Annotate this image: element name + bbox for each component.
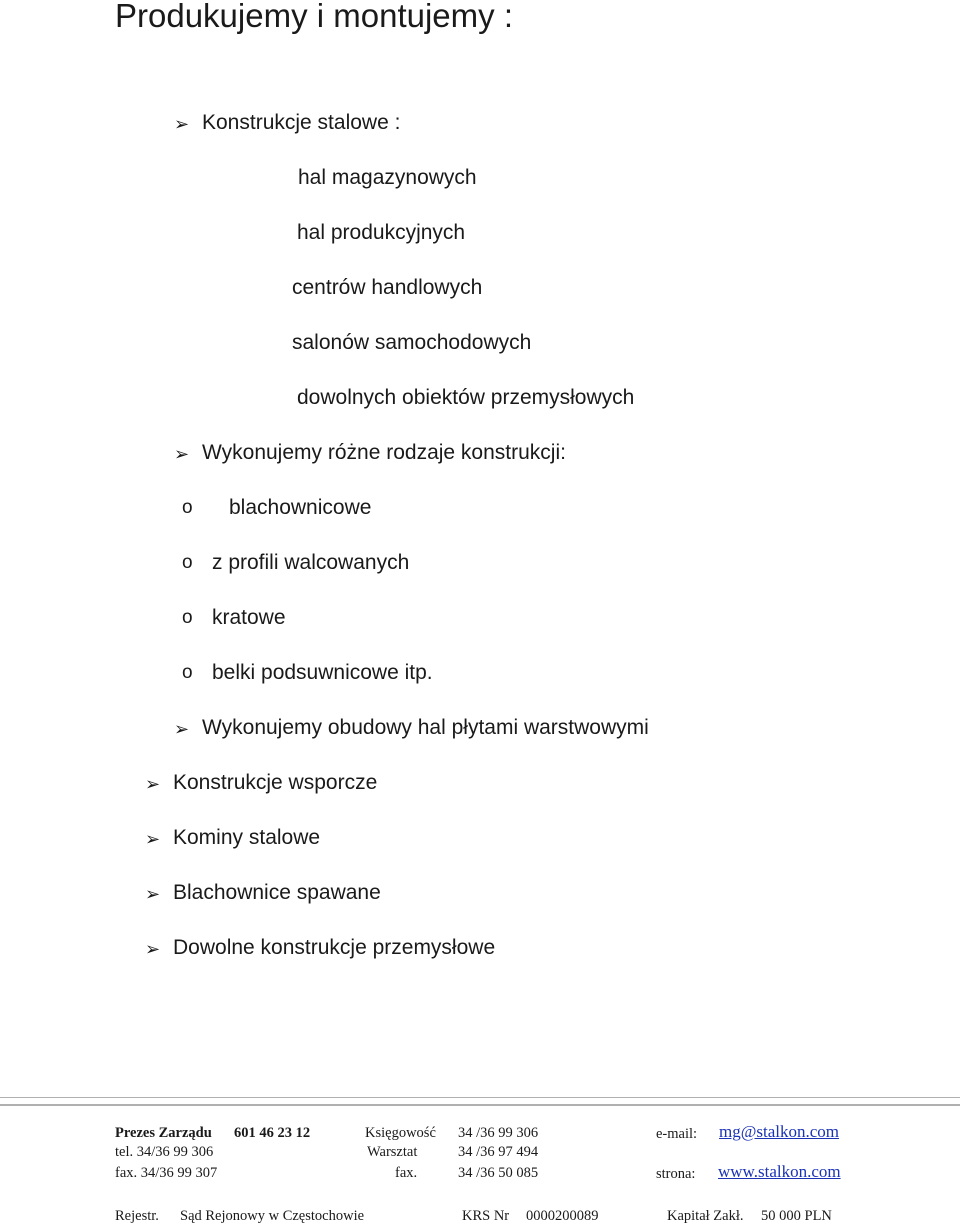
list-item: dowolnych obiektów przemysłowych xyxy=(297,386,635,409)
list-item: Konstrukcje wsporcze xyxy=(173,771,378,794)
arrow-bullet-icon: ➢ xyxy=(145,884,161,904)
tel-number: tel. 34/36 99 306 xyxy=(115,1144,214,1160)
accounting-label: Księgowość xyxy=(365,1125,436,1141)
list-item: hal magazynowych xyxy=(298,166,477,189)
section-heading-types: Wykonujemy różne rodzaje konstrukcji: xyxy=(202,441,566,464)
president-phone: 601 46 23 12 xyxy=(234,1125,311,1141)
website-label: strona: xyxy=(656,1166,696,1182)
court-name: Sąd Rejonowy w Częstochowie xyxy=(180,1208,365,1224)
section-heading-steel: Konstrukcje stalowe : xyxy=(202,111,401,134)
website-link[interactable]: www.stalkon.com xyxy=(718,1162,841,1181)
page-title: Produkujemy i montujemy : xyxy=(115,0,513,34)
footer-divider-thick xyxy=(0,1104,960,1106)
arrow-bullet-icon: ➢ xyxy=(145,829,161,849)
accounting-phone: 34 /36 99 306 xyxy=(458,1125,539,1141)
list-item: Blachownice spawane xyxy=(173,881,381,904)
fax2-label: fax. xyxy=(395,1165,418,1181)
circle-bullet-icon: o xyxy=(182,497,193,518)
register-label: Rejestr. xyxy=(115,1208,159,1224)
workshop-label: Warsztat xyxy=(367,1144,418,1160)
arrow-bullet-icon: ➢ xyxy=(174,719,190,739)
circle-bullet-icon: o xyxy=(182,607,193,628)
krs-label: KRS Nr xyxy=(462,1208,510,1224)
list-item: Dowolne konstrukcje przemysłowe xyxy=(173,936,496,959)
list-item: salonów samochodowych xyxy=(292,331,532,354)
list-item: centrów handlowych xyxy=(292,276,483,299)
workshop-phone: 34 /36 97 494 xyxy=(458,1144,539,1160)
capital-label: Kapitał Zakł. xyxy=(667,1208,744,1224)
fax-number: fax. 34/36 99 307 xyxy=(115,1165,218,1181)
arrow-bullet-icon: ➢ xyxy=(174,444,190,464)
email-link[interactable]: mg@stalkon.com xyxy=(719,1122,840,1141)
circle-bullet-icon: o xyxy=(182,552,193,573)
list-item: kratowe xyxy=(212,606,286,629)
arrow-bullet-icon: ➢ xyxy=(174,114,190,134)
list-item: blachownicowe xyxy=(229,496,372,519)
arrow-bullet-icon: ➢ xyxy=(145,939,161,959)
list-item: belki podsuwnicowe itp. xyxy=(212,661,433,684)
list-item: Kominy stalowe xyxy=(173,826,321,849)
email-label: e-mail: xyxy=(656,1126,698,1142)
president-label: Prezes Zarządu xyxy=(115,1125,212,1141)
capital-value: 50 000 PLN xyxy=(761,1208,832,1224)
list-item: Wykonujemy obudowy hal płytami warstwowymi xyxy=(202,716,649,739)
footer-divider-thin xyxy=(0,1097,960,1098)
circle-bullet-icon: o xyxy=(182,662,193,683)
fax2-number: 34 /36 50 085 xyxy=(458,1165,539,1181)
arrow-bullet-icon: ➢ xyxy=(145,774,161,794)
list-item: hal produkcyjnych xyxy=(297,221,466,244)
list-item: z profili walcowanych xyxy=(212,551,410,574)
krs-number: 0000200089 xyxy=(526,1208,599,1224)
